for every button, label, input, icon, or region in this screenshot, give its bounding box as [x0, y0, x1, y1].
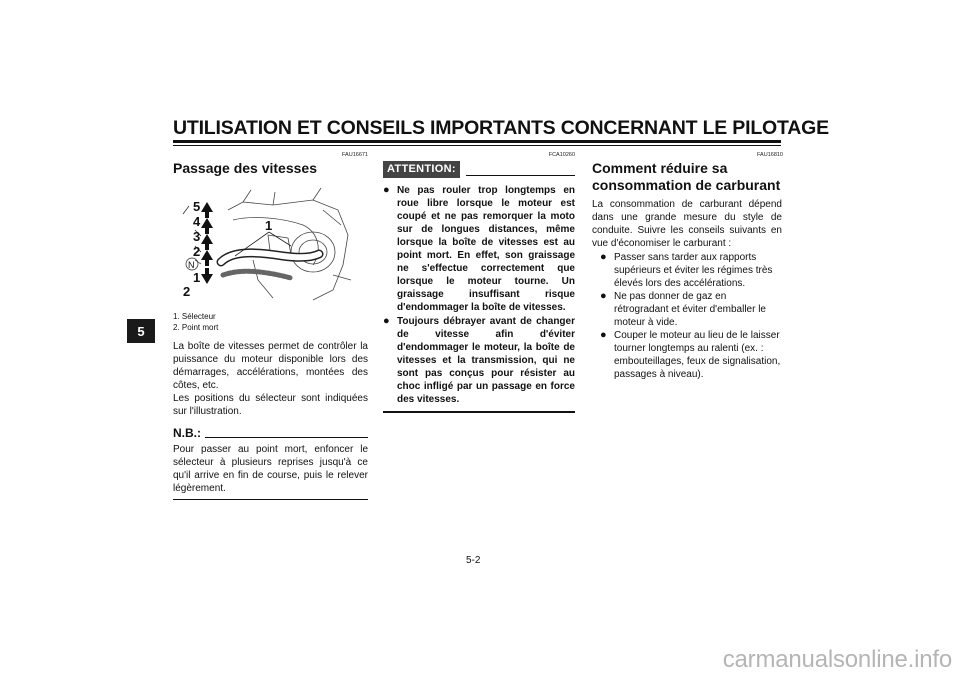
attention-heading — [383, 160, 575, 178]
watermark: carmanualsonline.info — [722, 646, 952, 673]
list-item: ● Couper le moteur au lieu de le laisser tourner longtemps au ralenti (ex. : embouteillages, feux de signalisation, passages à niveau). — [600, 329, 781, 380]
nb-label: N.B.: — [173, 426, 201, 440]
header-rule — [173, 140, 781, 143]
page-number: 5-2 — [466, 555, 481, 566]
nb-heading — [173, 426, 368, 440]
bullet-icon: ● — [600, 329, 607, 341]
gear-label-3: 3 — [193, 229, 201, 244]
middle-column — [383, 160, 575, 413]
nb-rule — [205, 437, 368, 438]
paragraph: La consommation de carburant dépend dans une grande mesure du style de conduite. Suivre les conseils suivants en vue d'économiser le carburant : — [592, 199, 782, 249]
arrow-up-icon — [201, 234, 213, 250]
gear-label-neutral: N — [188, 260, 195, 270]
gear-label-1: 1 — [193, 270, 201, 285]
chapter-tab: 5 — [127, 319, 155, 343]
bullet-icon: ● — [383, 315, 390, 327]
list-item: ● Passer sans tarder aux rapports supérieurs et éviter les régimes très élevés lors des accélérations. — [600, 251, 773, 289]
gear-label-2: 2 — [193, 244, 201, 259]
attention-item: ● Ne pas rouler trop longtemps en roue libre lorsque le moteur est coupé et ne pas remorquer la moto sur de longues distances, même lorsque la boîte de vitesses est au point mort. En effet, son graissage ne s'effectue correctement que lorsque le moteur tourne. Un graissage insuffisant risque d'endommager la boîte de vitesses. — [383, 184, 575, 313]
nb-text: Pour passer au point mort, enfoncer le sélecteur à plusieurs reprises jusqu'à ce qu'il arrive en fin de course, puis le relever légèrement. — [173, 444, 368, 494]
callout-2: 2 — [183, 284, 191, 299]
arrow-down-icon — [201, 268, 213, 284]
gear-label-4: 4 — [193, 214, 201, 229]
nb-end-rule — [173, 499, 368, 500]
bullet-icon: ● — [600, 251, 607, 263]
section-code: FCA10260 — [548, 152, 575, 158]
gear-shift-figure — [173, 180, 368, 305]
attention-end-rule — [383, 411, 575, 413]
paragraph: La boîte de vitesses permet de contrôler la puissance du moteur disponible lors des démarrages, accélérations, montées des côtes, etc. — [173, 341, 368, 391]
section-title: Comment réduire sa consommation de carburant — [592, 160, 781, 193]
attention-item: ● Toujours débrayer avant de changer de vitesse afin d'éviter d'endommager le moteur, la boîte de vitesses et la transmission, qui ne sont pas conçus pour résister au choc infligé par un passage en force des vitesses. — [383, 315, 575, 405]
section-code: FAU16810 — [757, 152, 783, 158]
header-rule-thin — [173, 145, 781, 146]
arrow-up-icon — [201, 250, 213, 266]
bullet-icon: ● — [383, 184, 390, 196]
arrow-up-icon — [201, 218, 213, 234]
page-header-title: UTILISATION ET CONSEILS IMPORTANTS CONCERNANT LE PILOTAGE — [173, 117, 829, 139]
paragraph: Les positions du sélecteur sont indiquées sur l'illustration. — [173, 393, 368, 417]
callout-1: 1 — [265, 218, 273, 233]
attention-badge: ATTENTION: — [383, 161, 460, 178]
left-column — [173, 160, 368, 500]
list-item: ● Ne pas donner de gaz en rétrogradant et éviter d'emballer le moteur à vide. — [600, 290, 766, 328]
figure-caption-2: 2. Point mort — [173, 323, 219, 332]
bullet-icon: ● — [600, 290, 607, 302]
attention-rule — [466, 175, 575, 176]
gear-label-5: 5 — [193, 199, 201, 214]
section-title: Passage des vitesses — [173, 160, 317, 176]
right-column — [592, 160, 782, 381]
figure-caption-1: 1. Sélecteur — [173, 312, 216, 321]
section-code: FAU16671 — [342, 152, 368, 158]
arrow-up-icon — [201, 202, 213, 218]
